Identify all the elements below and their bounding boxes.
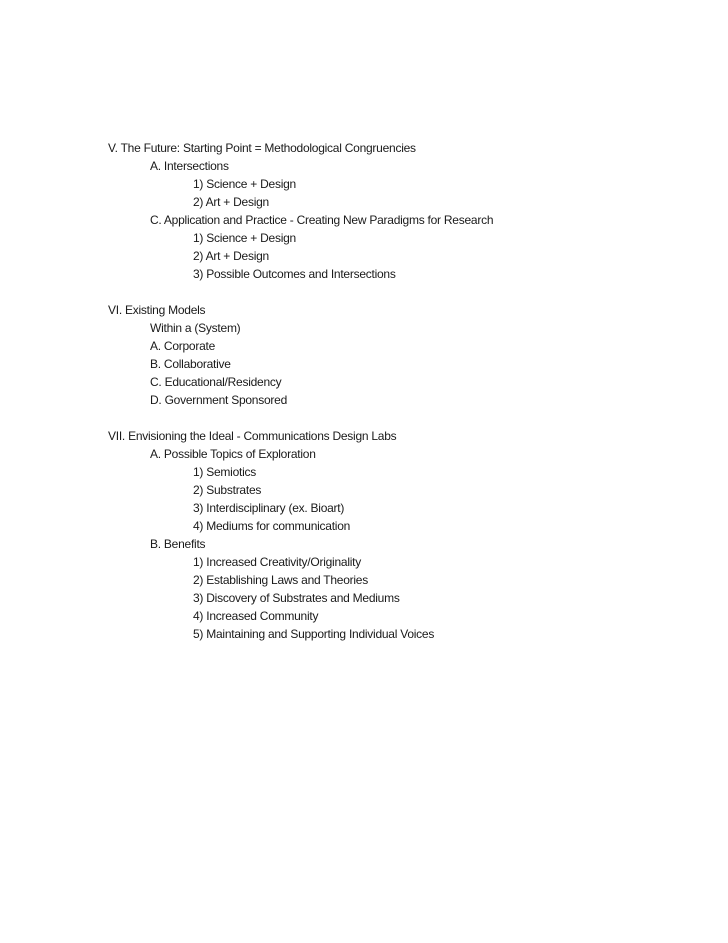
outline-subitem: 3) Interdisciplinary (ex. Bioart)	[193, 501, 345, 515]
section-envisioning-the-ideal	[108, 427, 698, 643]
outline-subitem: 1) Increased Creativity/Originality	[193, 555, 361, 569]
outline-subitem: 1) Science + Design	[193, 177, 296, 191]
outline-subitem: 5) Maintaining and Supporting Individual Voices	[193, 627, 435, 641]
outline-subitem: 3) Discovery of Substrates and Mediums	[193, 591, 400, 605]
section-the-future	[108, 139, 698, 283]
outline-subitem: 4) Increased Community	[193, 609, 319, 623]
section-heading: V. The Future: Starting Point = Methodological Congruencies	[108, 141, 416, 155]
outline-item: C. Application and Practice - Creating New Paradigms for Research	[150, 213, 494, 227]
outline	[108, 139, 698, 643]
outline-subitem: 1) Science + Design	[193, 231, 296, 245]
outline-item: Within a (System)	[150, 321, 241, 335]
outline-item: A. Corporate	[150, 339, 216, 353]
outline-subitem: 3) Possible Outcomes and Intersections	[193, 267, 396, 281]
outline-subitem: 2) Art + Design	[193, 195, 269, 209]
outline-item: A. Intersections	[150, 159, 229, 173]
outline-item: B. Collaborative	[150, 357, 231, 371]
outline-subitem: 4) Mediums for communication	[193, 519, 351, 533]
section-heading: VI. Existing Models	[108, 303, 206, 317]
outline-item: D. Government Sponsored	[150, 393, 287, 407]
outline-subitem: 1) Semiotics	[193, 465, 257, 479]
section-existing-models	[108, 301, 698, 409]
section-heading: VII. Envisioning the Ideal - Communications Design Labs	[108, 429, 397, 443]
outline-item: A. Possible Topics of Exploration	[150, 447, 316, 461]
outline-item: C. Educational/Residency	[150, 375, 282, 389]
outline-item: B. Benefits	[150, 537, 206, 551]
outline-subitem: 2) Art + Design	[193, 249, 269, 263]
outline-subitem: 2) Establishing Laws and Theories	[193, 573, 368, 587]
outline-subitem: 2) Substrates	[193, 483, 262, 497]
